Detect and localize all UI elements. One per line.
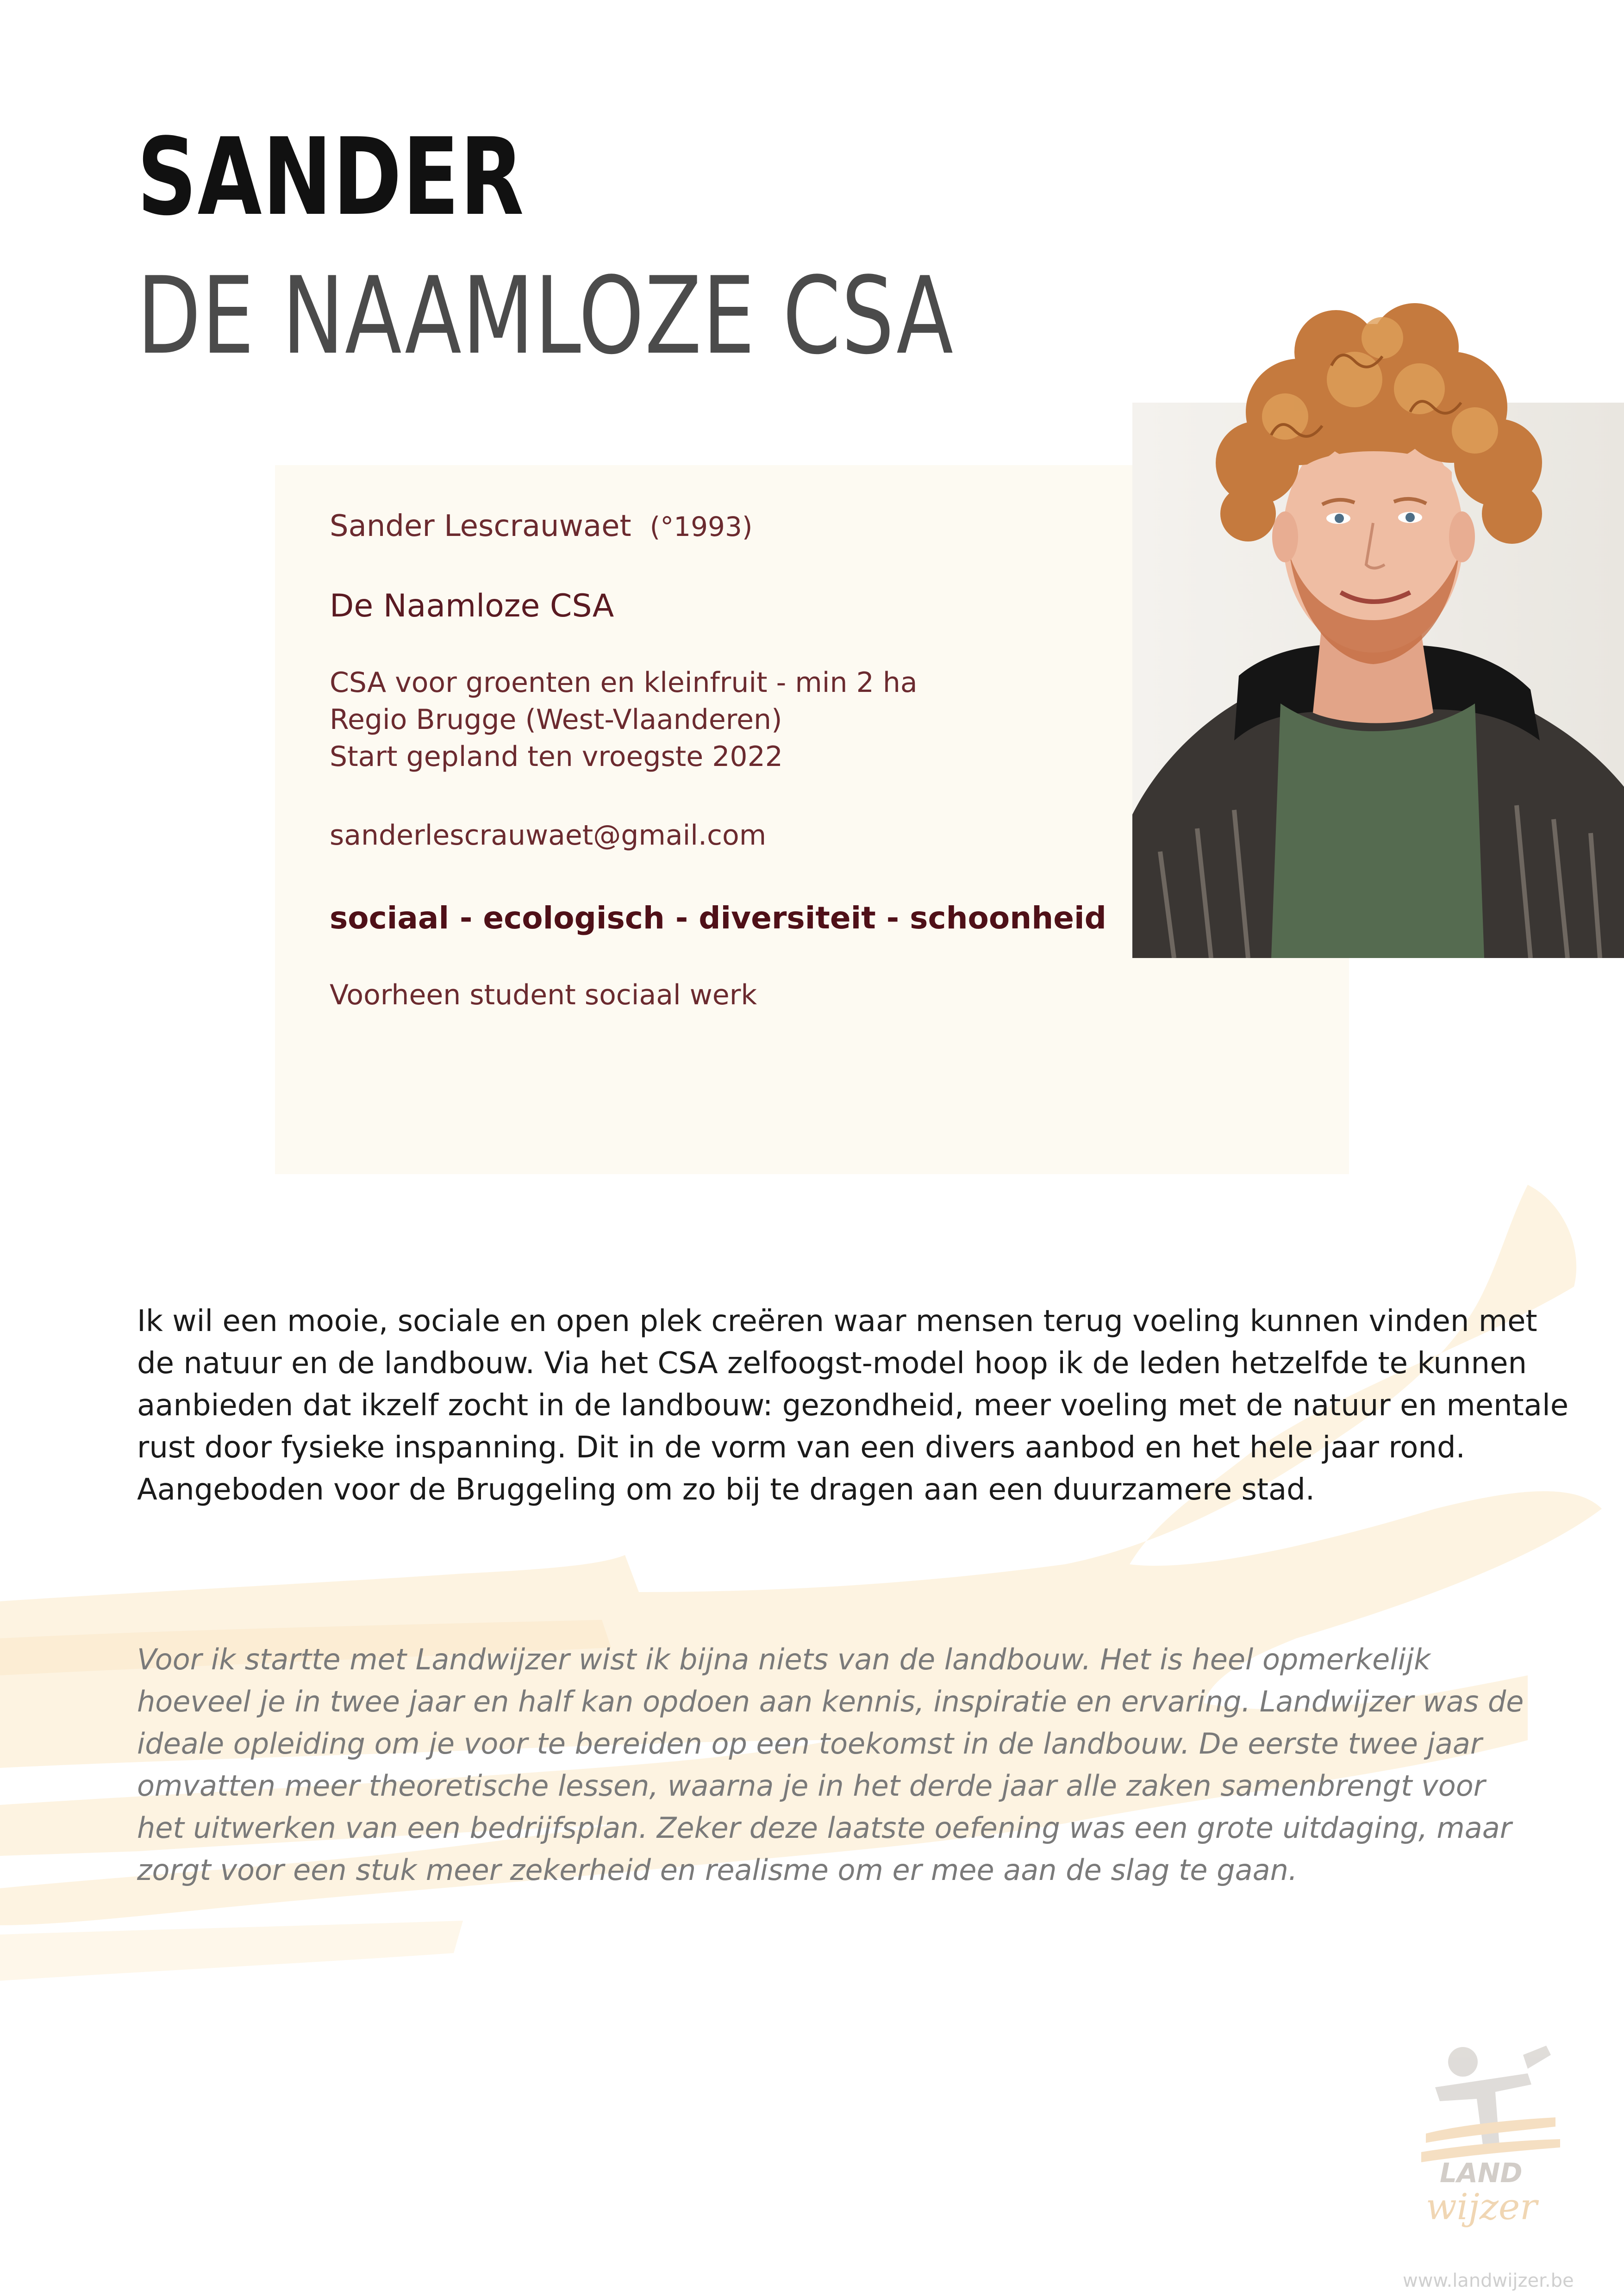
page-title-project: DE NAAMLOZE CSA	[137, 255, 954, 378]
farm-detail-crops: CSA voor groenten en kleinfruit - min 2 ha	[330, 666, 918, 699]
email-link[interactable]: sanderlescrauwaet@gmail.com	[330, 819, 767, 852]
full-name-text: Sander Lescrauwaet	[330, 509, 631, 543]
logo-text-wijzer: wijzer	[1426, 2186, 1537, 2228]
intro-line: de natuur en de landbouw. Via het CSA zelfoogst-model hoop ik de leden hetzelfde te kunnen	[137, 1346, 1527, 1381]
quote-line: omvatten meer theoretische lessen, waarna je in het derde jaar alle zaken samenbrengt voor	[137, 1769, 1486, 1803]
website-link[interactable]: www.landwijzer.be	[1403, 2270, 1574, 2291]
previous-background: Voorheen student sociaal werk	[330, 979, 757, 1011]
core-values: sociaal - ecologisch - diversiteit - schoonheid	[330, 900, 1106, 936]
quote-line: zorgt voor een stuk meer zekerheid en realisme om er mee aan de slag te gaan.	[137, 1853, 1298, 1887]
quote-line: hoeveel je in twee jaar en half kan opdoen aan kennis, inspiratie en ervaring. Landwijzer was de	[137, 1685, 1524, 1718]
intro-line: Ik wil een mooie, sociale en open plek creëren waar mensen terug voeling kunnen vinden met	[137, 1304, 1537, 1338]
landwijzer-logo	[1407, 2036, 1574, 2235]
logo-text-land: LAND	[1440, 2157, 1523, 2189]
intro-line: Aangeboden voor de Bruggeling om zo bij te dragen aan een duurzamere stad.	[137, 1473, 1315, 1507]
birth-year: (°1993)	[650, 511, 753, 542]
quote-line: het uitwerken van een bedrijfsplan. Zeker deze laatste oefening was een grote uitdaging, maar	[137, 1811, 1512, 1845]
full-name	[330, 509, 753, 543]
intro-paragraph	[137, 1300, 1569, 1511]
testimonial-quote	[137, 1638, 1526, 1891]
farm-detail-region: Regio Brugge (West-Vlaanderen)	[330, 703, 782, 736]
intro-line: rust door fysieke inspanning. Dit in de vorm van een divers aanbod en het hele jaar rond.	[137, 1431, 1465, 1465]
quote-line: ideale opleiding om je voor te bereiden op een toekomst in de landbouw. De eerste twee jaar	[137, 1727, 1482, 1761]
farm-detail-start: Start gepland ten vroegste 2022	[330, 740, 783, 773]
portrait-photo	[1132, 296, 1624, 958]
farm-name: De Naamloze CSA	[330, 588, 614, 624]
intro-line: aanbieden dat ikzelf zocht in de landbouw: gezondheid, meer voeling met de natuur en mentale	[137, 1388, 1569, 1423]
quote-line: Voor ik startte met Landwijzer wist ik bijna niets van de landbouw. Het is heel opmerkelijk	[137, 1643, 1430, 1676]
page-title-name: SANDER	[137, 116, 525, 239]
